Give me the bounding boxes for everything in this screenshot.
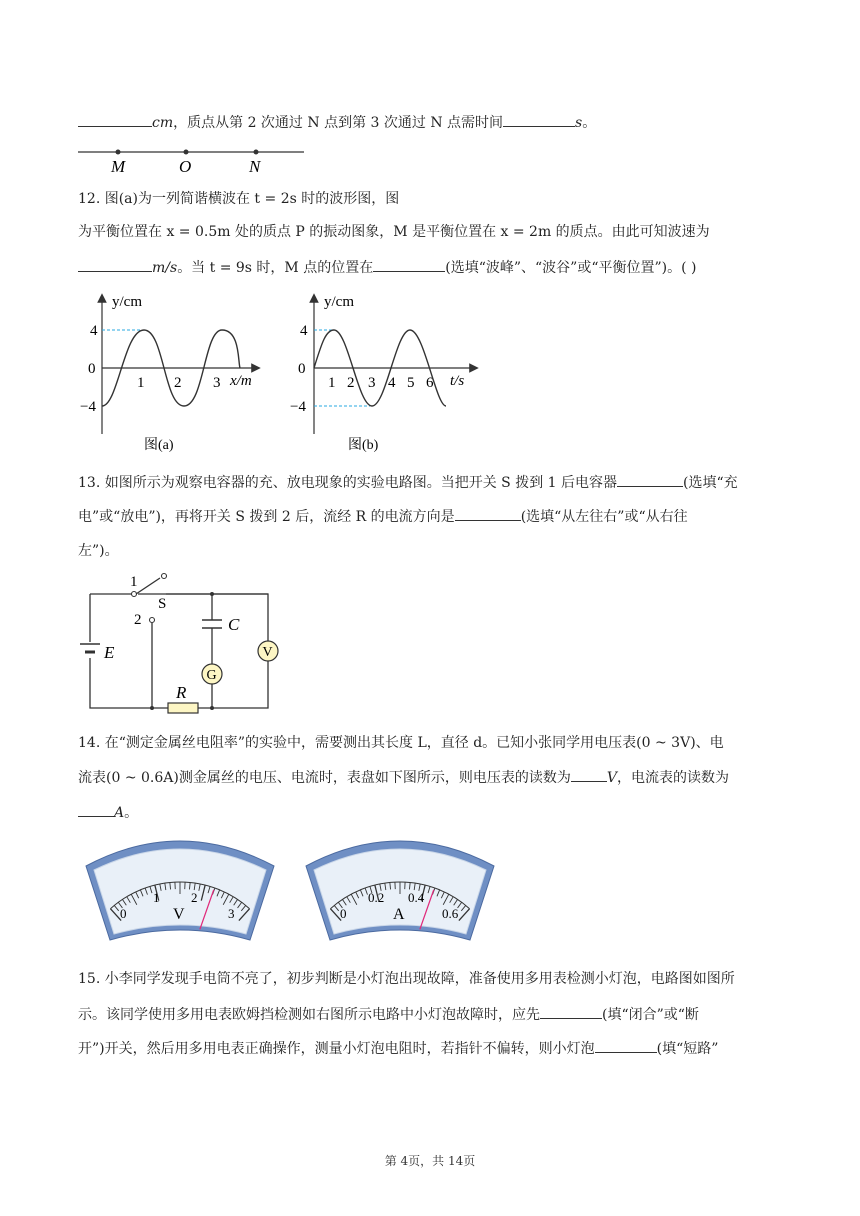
q14-line1: 14. 在“测定金属丝电阻率”的实验中，需要测出其长度 L，直径 d。已知小张同学用电压表(0 ~ 3V)、电 — [78, 735, 724, 751]
q14-blank-1 — [571, 767, 607, 782]
resistor-icon — [168, 703, 198, 713]
point-O-label: O — [179, 157, 192, 176]
q14-line2: 流表(0 ~ 0.6A)测金属丝的电压、电流时，表盘如下图所示，则电压表的读数为 V，电流表的读数为 — [78, 767, 729, 788]
graph-a-ytick: −4 — [80, 399, 96, 415]
galvanometer-G-label: G — [206, 668, 217, 683]
graph-b-xtick: 3 — [368, 375, 376, 391]
ammeter-tick-label: 0.2 — [368, 890, 385, 905]
switch-S-label: S — [158, 596, 167, 612]
voltmeter-unit: V — [173, 906, 185, 923]
graph-b-ylabel: y/cm — [324, 294, 354, 310]
q11-number-line — [78, 144, 308, 180]
graph-b-ytick: 0 — [298, 361, 306, 377]
ammeter-dial — [300, 836, 500, 948]
q12-blank-2 — [373, 257, 445, 272]
q11-line: cm，质点从第 2 次通过 N 点到第 3 次通过 N 点需时间 s。 — [78, 112, 596, 133]
q14-line3: A。 — [78, 802, 138, 823]
graph-a-ytick: 0 — [88, 361, 96, 377]
q11-text: ，质点从第 2 次通过 N 点到第 3 次通过 N 点需时间 — [173, 115, 504, 131]
capacitor-C-label: C — [228, 615, 240, 634]
voltmeter-tick-label: 2 — [191, 890, 198, 905]
voltmeter-dial — [80, 836, 280, 948]
graph-a-xtick: 1 — [137, 375, 145, 391]
q12-blank-1 — [78, 257, 152, 272]
voltmeter-V-label: V — [262, 645, 273, 660]
graph-b-xlabel: t/s — [450, 373, 465, 389]
graph-b-caption: 图(b) — [348, 438, 379, 453]
q11-blank-2 — [503, 112, 575, 127]
point-N-label: N — [249, 157, 261, 176]
graph-a-xtick: 3 — [213, 375, 221, 391]
graph-b-xtick: 5 — [407, 375, 415, 391]
graph-b-xtick: 1 — [328, 375, 336, 391]
q11-blank-1 — [78, 112, 152, 127]
ammeter-tick-label: 0 — [340, 906, 347, 921]
graph-b-ytick: −4 — [290, 399, 306, 415]
q12-line2: 为平衡位置在 x = 0.5m 处的质点 P 的振动图象，M 是平衡位置在 x = 2m 的质点。由此可知波速为 — [78, 224, 710, 240]
q13-line2: 电”或“放电”)，再将开关 S 拨到 2 后，流经 R 的电流方向是 (选填“从左往右”或“从右往 — [78, 506, 688, 527]
voltmeter-tick-label: 1 — [153, 890, 160, 905]
page-footer: 第 4页，共 14页 — [384, 1154, 476, 1168]
q12-graph-a — [80, 292, 274, 462]
q15-blank-1 — [540, 1004, 602, 1019]
ammeter-tick-label: 0.4 — [408, 890, 425, 905]
q14-blank-2 — [78, 802, 114, 817]
q15-line3: 开”)开关，然后用多用电表正确操作，测量小灯泡电阻时，若指针不偏转，则小灯泡 (填“短路” — [78, 1038, 718, 1059]
graph-a-xlabel: x/m — [230, 373, 252, 389]
q11-unit1: cm — [152, 115, 174, 131]
graph-a-caption: 图(a) — [144, 438, 174, 453]
source-E-label: E — [104, 643, 115, 662]
graph-a-ylabel: y/cm — [112, 294, 142, 310]
q11-unit2: s — [575, 115, 583, 131]
ammeter-unit: A — [393, 906, 405, 923]
graph-a-xtick: 2 — [174, 375, 182, 391]
q12-graph-b — [292, 292, 482, 462]
graph-a-ytick: 4 — [90, 323, 98, 339]
q13-circuit-diagram — [78, 572, 298, 722]
q13-blank-1 — [617, 472, 683, 487]
q13-line3: 左”)。 — [78, 543, 119, 559]
q13-line1: 13. 如图所示为观察电容器的充、放电现象的实验电路图。当把开关 S 拨到 1 后电容器 (选填“充 — [78, 472, 738, 493]
resistor-R-label: R — [176, 683, 187, 702]
switch-pos2-label: 2 — [134, 612, 142, 628]
switch-pos1-label: 1 — [130, 574, 138, 590]
q12-line1: 12. 图(a)为一列简谐横波在 t = 2s 时的波形图，图 — [78, 191, 400, 207]
q13-blank-2 — [455, 506, 521, 521]
ammeter-tick-label: 0.6 — [442, 906, 459, 921]
graph-b-xtick: 2 — [347, 375, 355, 391]
voltmeter-tick-label: 0 — [120, 906, 127, 921]
q15-line2: 示。该同学使用多用电表欧姆挡检测如右图所示电路中小灯泡故障时，应先 (填“闭合”或“断 — [78, 1004, 699, 1025]
voltmeter-tick-label: 3 — [228, 906, 235, 921]
graph-b-xtick: 4 — [388, 375, 396, 391]
q15-blank-2 — [595, 1038, 657, 1053]
graph-b-xtick: 6 — [426, 375, 434, 391]
point-M-label: M — [111, 157, 126, 176]
q12-line3: m/s。当 t = 9s 时，M 点的位置在 (选填“波峰”、“波谷”或“平衡位置”)。( ) — [78, 257, 696, 278]
graph-b-ytick: 4 — [300, 323, 308, 339]
q15-line1: 15. 小李同学发现手电筒不亮了，初步判断是小灯泡出现故障，准备使用多用表检测小灯泡，电路图如图所 — [78, 971, 735, 987]
